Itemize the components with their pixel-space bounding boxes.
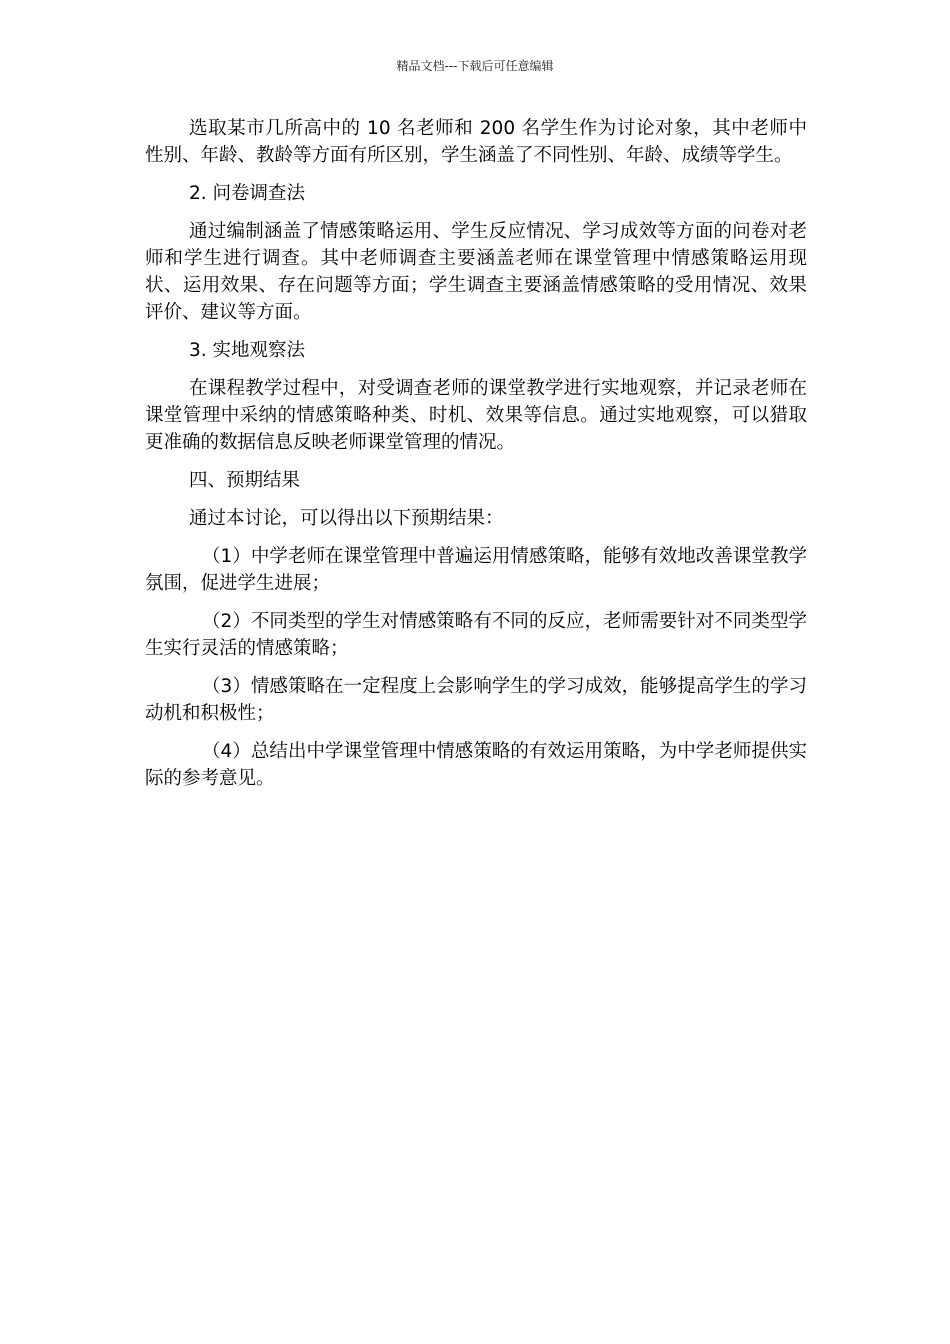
paragraph-results-intro: 通过本讨论，可以得出以下预期结果： xyxy=(189,508,504,529)
page-header: 精品文档---下载后可任意编辑 xyxy=(396,59,554,73)
paragraph-research-subjects: 选取某市几所高中的 10 名老师和 200 名学生作为讨论对象，其中老师中性别、年龄、教龄等方面有所区别，学生涵盖了不同性别、年龄、成绩等学生。 xyxy=(145,118,807,166)
list-item: （2）不同类型的学生对情感策略有不同的反应，老师需要针对不同类型学生实行灵活的情感策略； xyxy=(145,611,807,659)
paragraph-questionnaire: 通过编制涵盖了情感策略运用、学生反应情况、学习成效等方面的问卷对老师和学生进行调查。其中老师调查主要涵盖老师在课堂管理中情感策略运用现状、运用效果、存在问题等方面；学生调查主要涵盖情感策略的受用情况、效果评价、建议等方面。 xyxy=(145,221,807,323)
list-item: （3）情感策略在一定程度上会影响学生的学习成效，能够提高学生的学习动机和积极性； xyxy=(145,676,807,724)
list-item: （4）总结出中学课堂管理中情感策略的有效运用策略，为中学老师提供实际的参考意见。 xyxy=(145,741,807,789)
list-item: （1）中学老师在课堂管理中普遍运用情感策略，能够有效地改善课堂教学氛围，促进学生进展； xyxy=(145,546,807,594)
paragraph-field-observation: 在课程教学过程中，对受调查老师的课堂教学进行实地观察，并记录老师在课堂管理中采纳的情感策略种类、时机、效果等信息。通过实地观察，可以猎取更准确的数据信息反映老师课堂管理的情况。 xyxy=(145,378,807,453)
document-body xyxy=(145,115,807,803)
section-heading-expected-results: 四、预期结果 xyxy=(189,470,301,491)
section-heading-questionnaire: 2. 问卷调查法 xyxy=(189,183,306,204)
section-heading-field-observation: 3. 实地观察法 xyxy=(189,340,306,361)
